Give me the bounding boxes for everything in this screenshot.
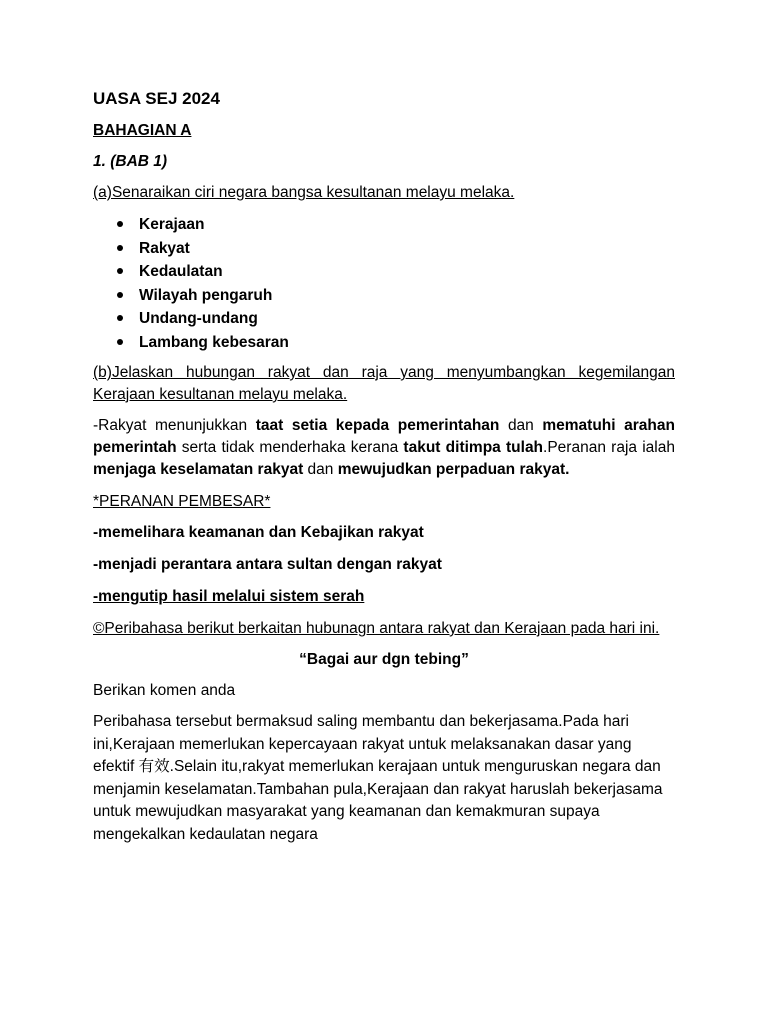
answer-bold: menjaga keselamatan rakyat xyxy=(93,461,304,478)
document-page xyxy=(93,88,675,846)
list-item-label: Wilayah pengaruh xyxy=(139,286,273,304)
bullet-icon xyxy=(117,339,123,345)
section-heading: BAHAGIAN A xyxy=(93,122,192,139)
bullet-icon xyxy=(117,268,123,274)
list-item-label: Kerajaan xyxy=(139,216,205,233)
answer-text: .Peranan raja ialah xyxy=(543,439,675,456)
bullet-icon xyxy=(117,245,123,251)
list-item xyxy=(93,284,675,308)
bullet-icon xyxy=(117,221,123,227)
list-item-label: Kedaulatan xyxy=(139,263,223,280)
role-item: -memelihara keamanan dan Kebajikan rakyat xyxy=(93,524,424,541)
answer-text: dan xyxy=(303,461,338,478)
question-c: ©Peribahasa berikut berkaitan hubunagn antara rakyat dan Kerajaan pada hari ini. xyxy=(93,620,660,637)
role-heading: *PERANAN PEMBESAR* xyxy=(93,493,271,510)
list-item xyxy=(93,331,675,355)
characteristics-list xyxy=(93,213,675,354)
question-b: (b)Jelaskan hubungan rakyat dan raja yang menyumbangkan kegemilangan Kerajaan kesultanan melayu melaka. xyxy=(93,364,675,403)
bullet-icon xyxy=(117,315,123,321)
question-a: (a)Senaraikan ciri negara bangsa kesultanan melayu melaka. xyxy=(93,184,515,201)
list-item xyxy=(93,307,675,331)
list-item xyxy=(93,237,675,261)
list-item-label: Undang-undang xyxy=(139,310,258,327)
answer-text: -Rakyat menunjukkan xyxy=(93,417,256,434)
role-item: -mengutip hasil melalui sistem serah xyxy=(93,588,365,605)
answer-b xyxy=(93,415,675,481)
list-item xyxy=(93,213,675,237)
answer-bold: mematuhi arahan pemerintah xyxy=(93,417,675,456)
comment-prompt: Berikan komen anda xyxy=(93,682,236,699)
answer-text: serta tidak menderhaka kerana xyxy=(176,439,404,456)
bullet-icon xyxy=(117,292,123,298)
answer-text: dan xyxy=(499,417,543,434)
answer-bold: taat setia kepada pemerintahan xyxy=(255,417,500,434)
answer-bold: mewujudkan perpaduan rakyat. xyxy=(337,461,570,478)
comment-answer: Peribahasa tersebut bermaksud saling membantu dan bekerjasama.Pada hari ini,Kerajaan memerlukan kepercayaan rakyat untuk melaksanakan dasar yang efektif 有效.Selain itu,rakyat memerlukan kerajaan untuk menguruskan negara dan menjamin keselamatan.Tambahan pula,Kerajaan dan rakyat haruslah bekerjasama untuk mewujudkan masyarakat yang keamanan dan kemakmuran supaya mengekalkan kedaulatan negara xyxy=(93,713,663,843)
role-item: -menjadi perantara antara sultan dengan rakyat xyxy=(93,556,442,573)
list-item-label: Rakyat xyxy=(139,239,190,257)
answer-bold: takut ditimpa tulah xyxy=(403,439,544,456)
list-item-label: Lambang kebesaran xyxy=(139,333,289,351)
proverb-quote: “Bagai aur dgn tebing” xyxy=(299,651,469,668)
list-item xyxy=(93,260,675,284)
question-number: 1. (BAB 1) xyxy=(93,153,168,170)
document-title: UASA SEJ 2024 xyxy=(93,89,220,108)
